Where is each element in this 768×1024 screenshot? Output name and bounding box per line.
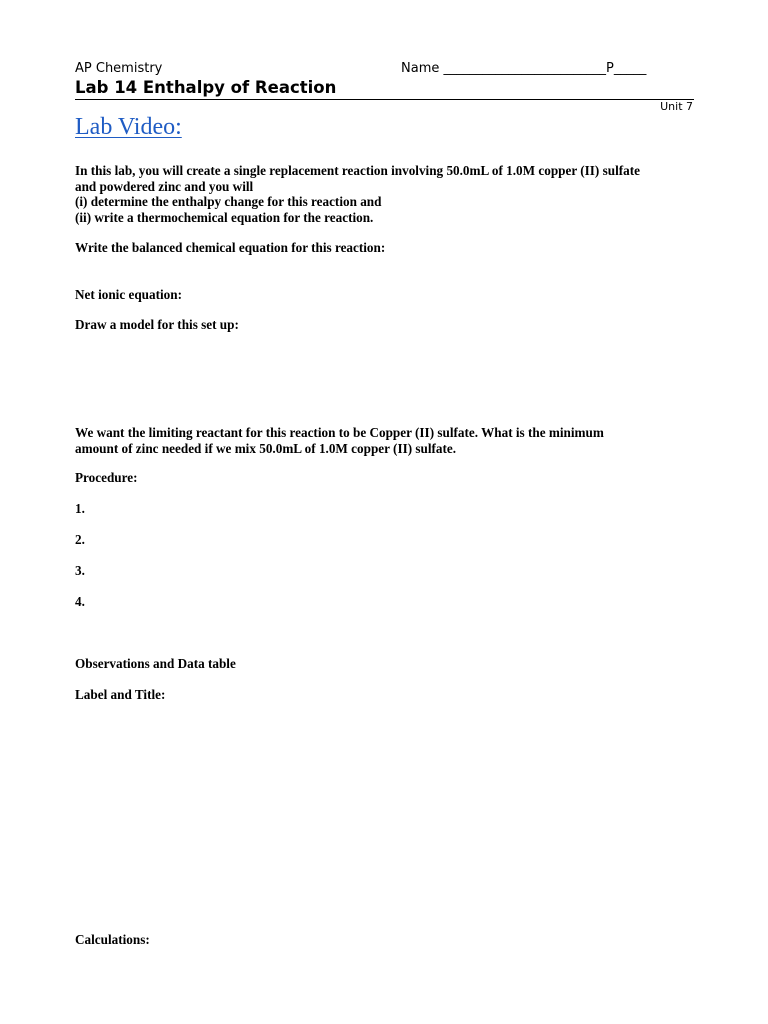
intro-paragraph (75, 163, 640, 225)
lab-title: Lab 14 Enthalpy of Reaction (75, 78, 337, 97)
question-line: We want the limiting reactant for this reaction to be Copper (II) sulfate. What is the minimum (75, 425, 604, 440)
lab-video-link[interactable]: Lab Video: (75, 114, 182, 140)
balanced-equation-prompt: Write the balanced chemical equation for this reaction: (75, 240, 386, 255)
intro-line: In this lab, you will create a single replacement reaction involving 50.0mL of 1.0M copper (II) sulfate (75, 163, 640, 178)
calculations-heading: Calculations: (75, 932, 150, 947)
net-ionic-prompt: Net ionic equation: (75, 287, 182, 302)
draw-model-prompt: Draw a model for this set up: (75, 317, 239, 332)
question-line: amount of zinc needed if we mix 50.0mL of 1.0M copper (II) sulfate. (75, 440, 457, 456)
procedure-step: 4. (75, 594, 85, 609)
limiting-reactant-question (75, 425, 604, 456)
course-name: AP Chemistry (75, 61, 163, 76)
procedure-step: 1. (75, 501, 85, 516)
intro-line: and powdered zinc and you will (75, 178, 254, 194)
intro-line: (i) determine the enthalpy change for this reaction and (75, 194, 382, 209)
observations-heading: Observations and Data table (75, 656, 236, 671)
unit-label: Unit 7 (660, 100, 693, 113)
procedure-heading: Procedure: (75, 470, 138, 485)
intro-line: (ii) write a thermochemical equation for the reaction. (75, 209, 374, 225)
label-title-prompt: Label and Title: (75, 687, 166, 702)
procedure-step: 3. (75, 563, 85, 578)
header-rule (75, 99, 694, 100)
procedure-step: 2. (75, 532, 85, 547)
name-period-field: Name _________________________P_____ (401, 61, 647, 76)
